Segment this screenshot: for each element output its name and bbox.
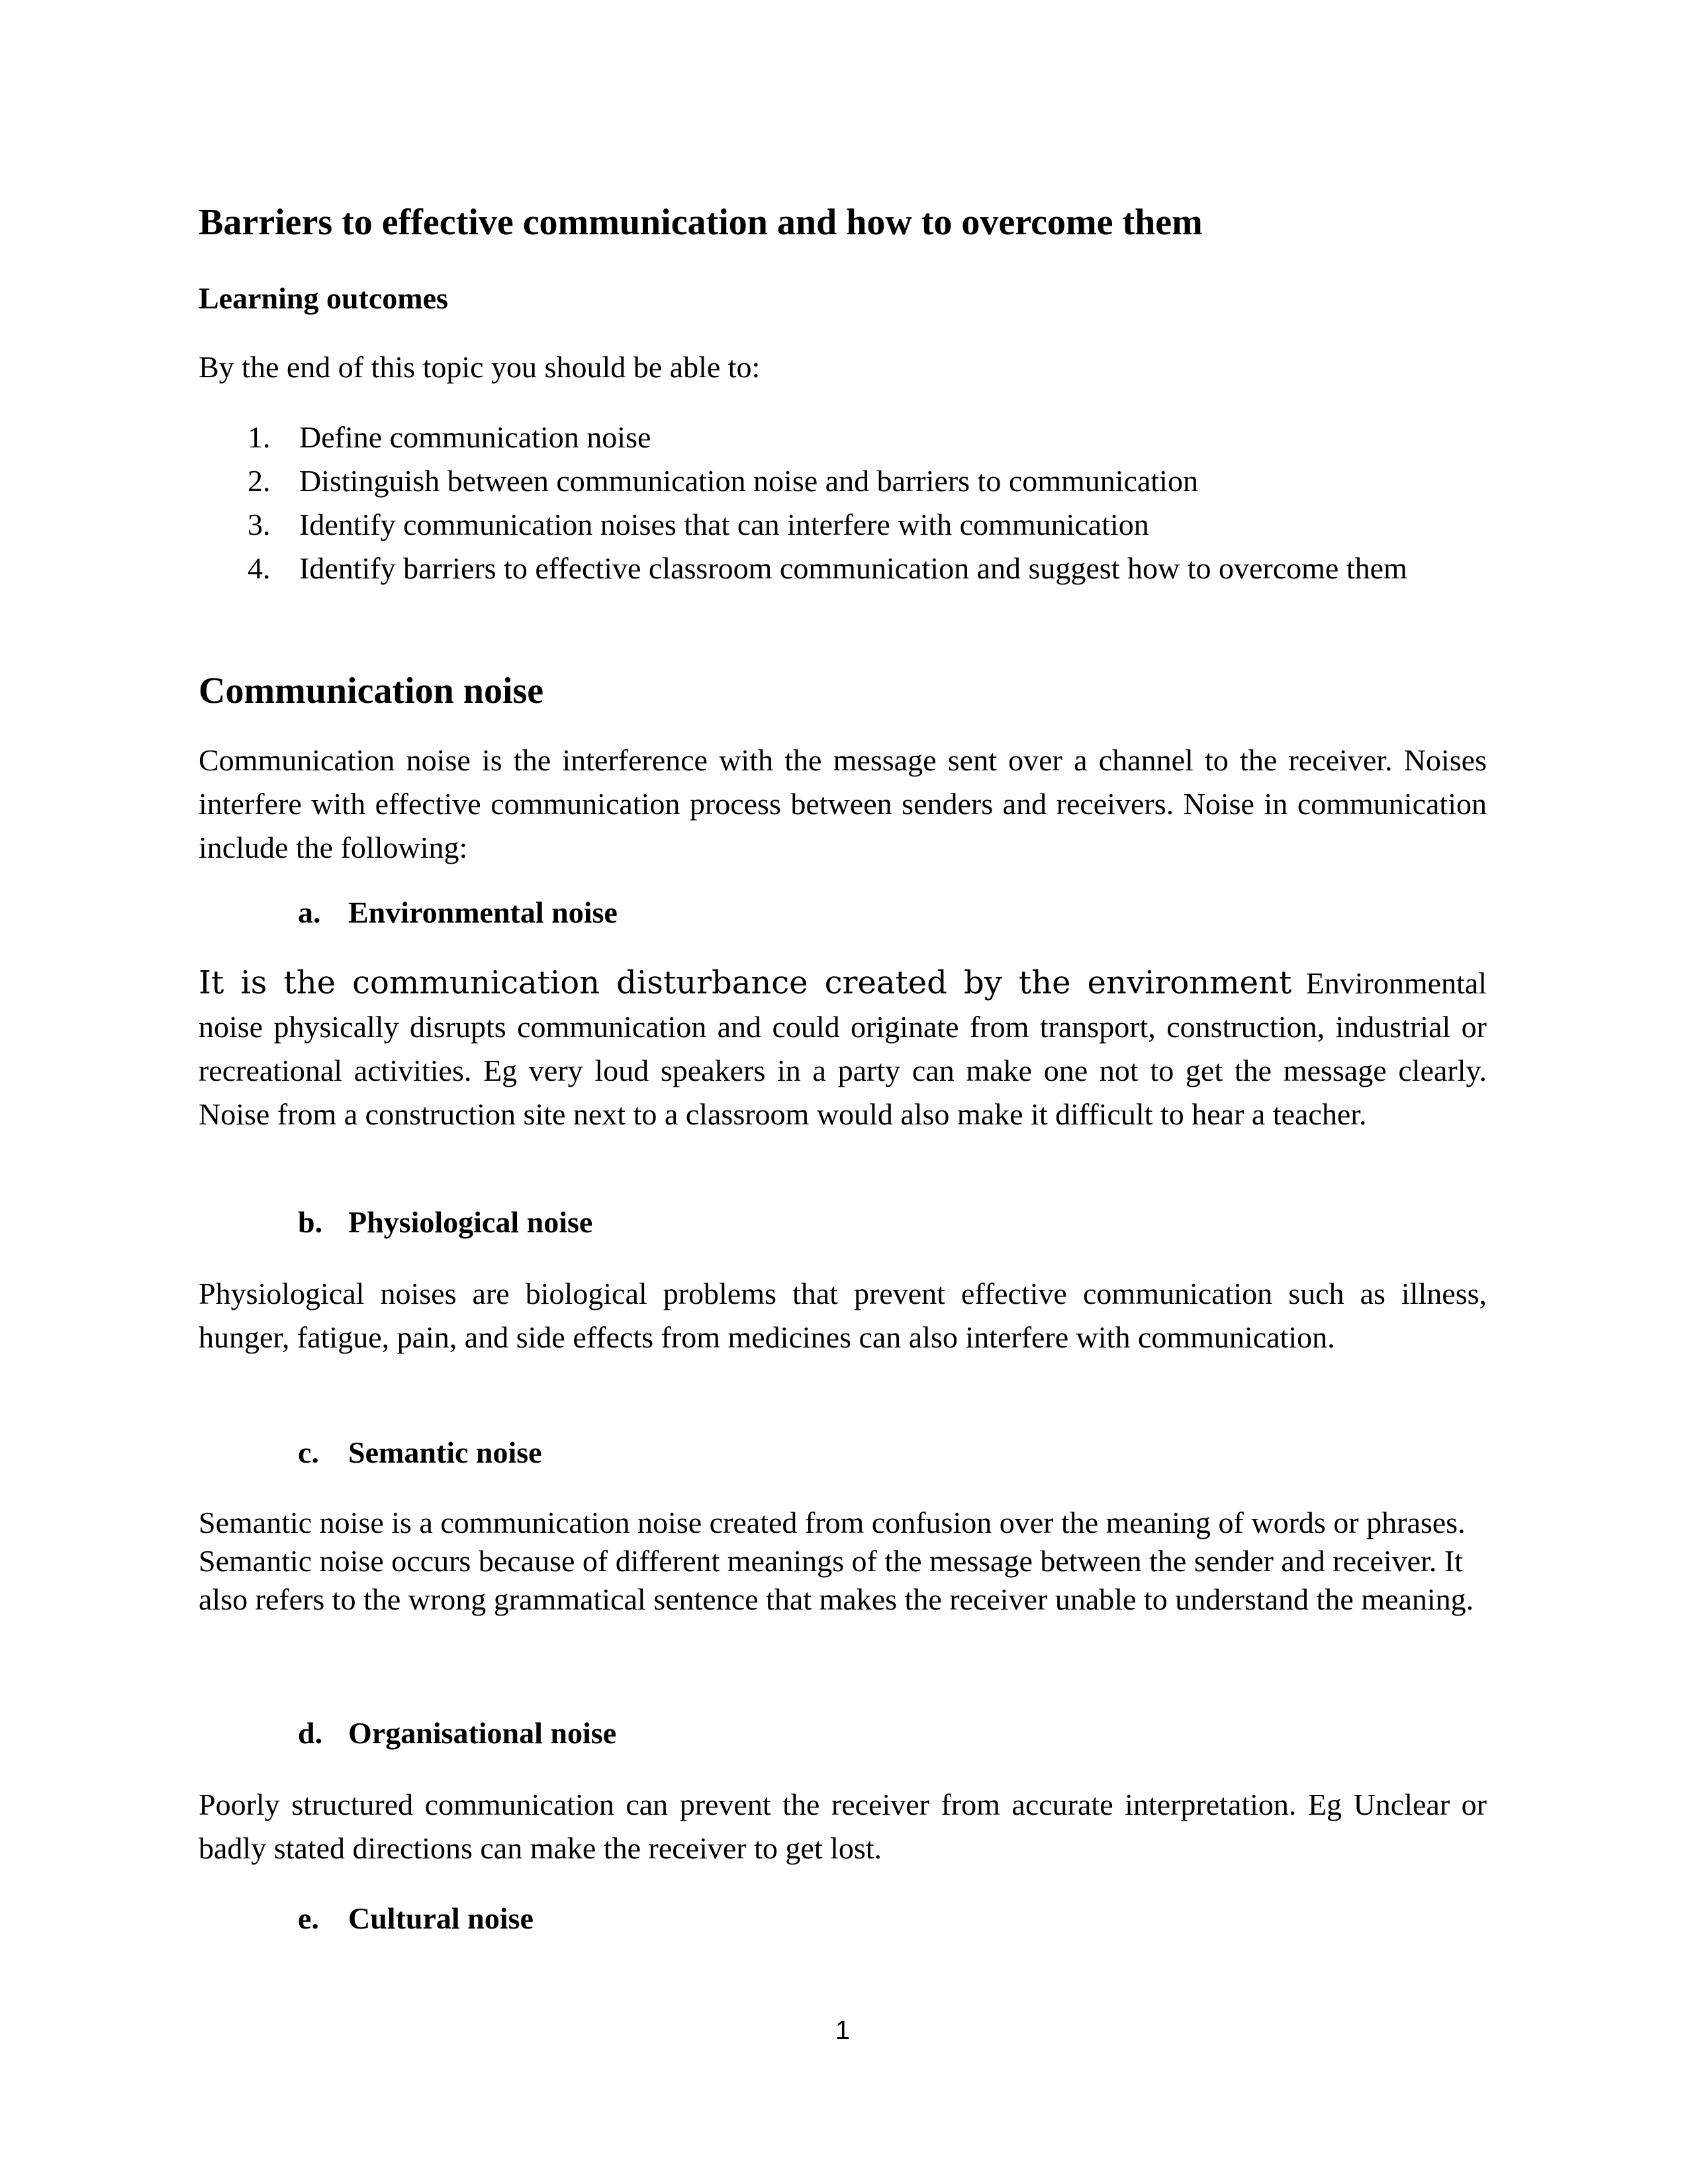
list-item-number: 3. bbox=[248, 508, 271, 541]
list-item-text: Identify communication noises that can interfere with communication bbox=[299, 508, 1149, 541]
subsection-title: Environmental noise bbox=[348, 895, 618, 929]
list-item-number: 1. bbox=[248, 420, 271, 454]
learning-outcomes-list bbox=[199, 416, 1487, 590]
list-item-text: Define communication noise bbox=[299, 420, 651, 454]
environmental-body-text: Environmental noise physically disrupts communication and could originate from transport, construction, industrial or recreational activities. Eg very loud speakers in a party can make one not to get the message clearly. Noise from a construction site next to a classroom would also make it difficult to hear a teacher. bbox=[199, 966, 1487, 1131]
environmental-lead-sentence: It is the communication disturbance created by the environment bbox=[199, 964, 1292, 1001]
list-item-number: 2. bbox=[248, 464, 271, 498]
subsection-heading-organisational bbox=[199, 1711, 616, 1755]
subsection-heading-semantic bbox=[199, 1431, 542, 1475]
physiological-noise-paragraph: Physiological noises are biological problems that prevent effective communication such as illness, hunger, fatigue, pain, and side effects from medicines can also interfere with communication. bbox=[199, 1277, 1487, 1354]
page-number: 1 bbox=[835, 2016, 851, 2045]
section-heading: Communication noise bbox=[199, 670, 544, 711]
list-item bbox=[199, 503, 1487, 547]
subsection-letter: b. bbox=[298, 1205, 323, 1239]
learning-outcomes-heading: Learning outcomes bbox=[199, 281, 448, 315]
subsection-title: Semantic noise bbox=[348, 1435, 542, 1469]
subsection-title: Organisational noise bbox=[348, 1716, 617, 1750]
subsection-heading-physiological bbox=[199, 1201, 592, 1244]
organisational-noise-paragraph: Poorly structured communication can prevent the receiver from accurate interpretation. Eg Unclear or badly stated directions can make the receiver to get lost. bbox=[199, 1788, 1487, 1865]
subsection-letter: e. bbox=[298, 1901, 319, 1935]
subsection-letter: d. bbox=[298, 1716, 323, 1750]
subsection-letter: c. bbox=[298, 1435, 319, 1469]
subsection-title: Cultural noise bbox=[348, 1901, 534, 1935]
subsection-heading-environmental bbox=[199, 891, 618, 934]
intro-text: By the end of this topic you should be able to: bbox=[199, 350, 761, 384]
list-item-text: Distinguish between communication noise and barriers to communication bbox=[299, 464, 1198, 498]
section-intro-paragraph: Communication noise is the interference with the message sent over a channel to the receiver. Noises interfere with effective communication process between senders and receivers. Noise in communication include the following: bbox=[199, 743, 1487, 864]
list-item-text: Identify barriers to effective classroom communication and suggest how to overcome them bbox=[299, 551, 1407, 585]
list-item bbox=[199, 416, 1487, 459]
subsection-title: Physiological noise bbox=[348, 1205, 593, 1239]
semantic-noise-paragraph: Semantic noise is a communication noise created from confusion over the meaning of words or phrases. Semantic noise occurs because of different meanings of the message between the sender and receiver. It also refers to the wrong grammatical sentence that makes the receiver unable to understand the meaning. bbox=[199, 1506, 1474, 1616]
subsection-heading-cultural bbox=[199, 1897, 534, 1940]
document-page bbox=[199, 0, 1487, 2184]
document-title: Barriers to effective communication and how to overcome them bbox=[199, 202, 1203, 243]
environmental-noise-paragraph bbox=[199, 961, 1487, 1136]
list-item bbox=[199, 459, 1487, 503]
subsection-letter: a. bbox=[298, 895, 321, 929]
list-item-number: 4. bbox=[248, 551, 271, 585]
list-item bbox=[199, 547, 1487, 590]
